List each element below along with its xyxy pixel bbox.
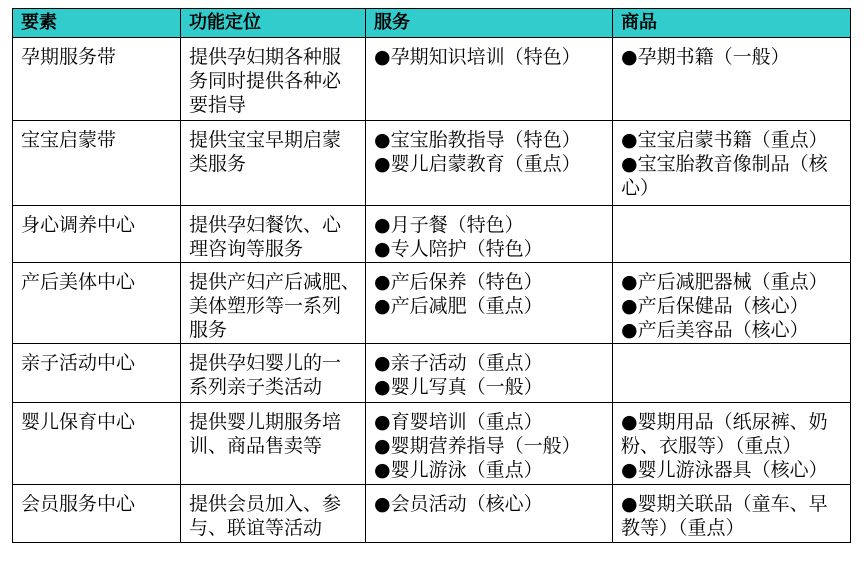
element-name: 婴儿保育中心 [21,411,136,433]
goods-item-line: ●宝宝启蒙书籍（重点） [621,129,828,151]
goods-cell [613,121,851,206]
goods-item [621,270,850,294]
goods-cell [613,344,851,403]
goods-item-line: ●宝宝胎教音像制品（核 [621,153,828,175]
element-cell [13,485,181,543]
service-item [374,492,612,516]
element-cell [13,263,181,344]
services-cell [366,485,613,543]
positioning-line: 提供孕妇餐饮、心 [189,214,342,236]
element-name: 宝宝启蒙带 [21,129,117,151]
goods-item-line: ●婴期关联品（童车、早 [621,493,828,515]
element-cell [13,206,181,263]
service-item [374,128,612,152]
table-row [13,121,851,206]
element-name: 产后美体中心 [21,271,136,293]
table-row [13,485,851,543]
goods-item-line: ●产后保健品（核心） [621,295,809,317]
services-cell [366,263,613,344]
element-name: 亲子活动中心 [21,352,136,374]
header-goods: 商品 [613,9,851,38]
header-positioning: 功能定位 [181,9,366,38]
service-item-line: ●宝宝胎教指导（特色） [374,129,581,151]
service-item-line: ●婴儿启蒙教育（重点） [374,153,581,175]
positioning-cell [181,121,366,206]
positioning-cell [181,38,366,121]
positioning-cell [181,263,366,344]
positioning-line: 提供产妇产后减肥、 [189,271,361,293]
service-item-line: ●婴儿写真（一般） [374,376,543,398]
service-item [374,213,612,237]
goods-cell [613,263,851,344]
positioning-cell [181,344,366,403]
goods-item [621,492,850,540]
goods-item-line: ●产后美容品（核心） [621,319,809,341]
table-row [13,38,851,121]
goods-cell [613,206,851,263]
service-item-line: ●孕期知识培训（特色） [374,46,581,68]
element-cell [13,344,181,403]
positioning-line: 训、商品售卖等 [189,435,323,457]
service-item [374,152,612,176]
services-cell [366,206,613,263]
goods-cell [613,403,851,485]
positioning-line: 系列亲子类活动 [189,376,323,398]
goods-item-line: ●婴期用品（纸尿裤、奶 [621,411,828,433]
service-structure-table [12,8,851,543]
positioning-line: 提供宝宝早期启蒙 [189,129,342,151]
positioning-line: 美体塑形等一系列 [189,295,342,317]
service-item-line: ●会员活动（核心） [374,493,543,515]
header-services: 服务 [366,9,613,38]
element-cell [13,38,181,121]
service-item [374,410,612,434]
goods-item [621,45,850,69]
positioning-cell [181,485,366,543]
goods-item [621,294,850,318]
goods-item-line: ●婴儿游泳器具（核心） [621,459,828,481]
goods-item [621,152,850,200]
element-name: 会员服务中心 [21,493,136,515]
service-item [374,237,612,261]
goods-item-line: 粉、衣服等）（重点） [621,435,802,457]
service-item [374,351,612,375]
header-element: 要素 [13,9,181,38]
positioning-line: 要指导 [189,94,247,116]
service-item-line: ●月子餐（特色） [374,214,524,236]
service-item-line: ●育婴培训（重点） [374,411,543,433]
goods-item [621,128,850,152]
positioning-line: 服务 [189,319,228,341]
service-item [374,375,612,399]
goods-item-line: ●孕期书籍（一般） [621,46,790,68]
service-item [374,458,612,482]
element-name: 孕期服务带 [21,46,117,68]
service-item-line: ●亲子活动（重点） [374,352,543,374]
positioning-line: 提供会员加入、参 [189,493,342,515]
positioning-line: 理咨询等服务 [189,238,304,260]
positioning-line: 务同时提供各种必 [189,70,342,92]
goods-item-line: 教等）（重点） [621,517,745,539]
service-item-line: ●婴期营养指导（一般） [374,435,581,457]
element-cell [13,403,181,485]
goods-item-line: 心） [621,177,660,199]
positioning-line: 与、联谊等活动 [189,517,323,539]
service-item [374,45,612,69]
service-item [374,434,612,458]
positioning-cell [181,206,366,263]
goods-item [621,458,850,482]
service-item-line: ●产后减肥（重点） [374,295,543,317]
positioning-line: 提供婴儿期服务培 [189,411,342,433]
service-item [374,294,612,318]
table-row [13,206,851,263]
positioning-line: 提供孕妇期各种服 [189,46,342,68]
goods-cell [613,485,851,543]
services-cell [366,344,613,403]
service-item-line: ●专人陪护（特色） [374,238,543,260]
goods-item [621,410,850,458]
services-cell [366,403,613,485]
services-cell [366,121,613,206]
positioning-line: 类服务 [189,153,247,175]
table-header-row [13,9,851,38]
element-cell [13,121,181,206]
table-row [13,263,851,344]
services-cell [366,38,613,121]
element-name: 身心调养中心 [21,214,136,236]
positioning-cell [181,403,366,485]
goods-item-line: ●产后减肥器械（重点） [621,271,828,293]
service-item-line: ●婴儿游泳（重点） [374,459,543,481]
goods-cell [613,38,851,121]
positioning-line: 提供孕妇婴儿的一 [189,352,342,374]
table-row [13,344,851,403]
service-item [374,270,612,294]
service-item-line: ●产后保养（特色） [374,271,543,293]
table-row [13,403,851,485]
goods-item [621,318,850,342]
